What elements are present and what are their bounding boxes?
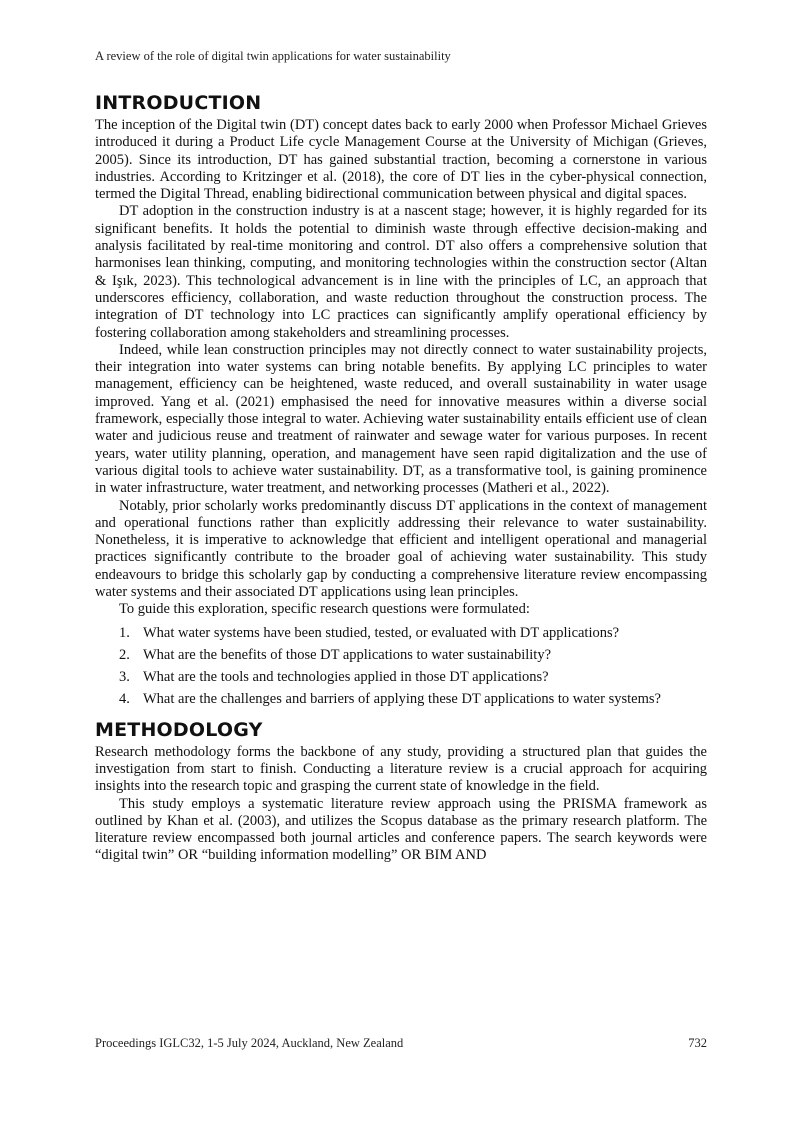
research-question-3 bbox=[95, 666, 707, 688]
introduction-section bbox=[95, 92, 707, 710]
question-text: What are the tools and technologies applied in those DT applications? bbox=[143, 668, 549, 685]
intro-paragraph-3: Indeed, while lean construction principles may not directly connect to water sustainability projects, their integration into water systems can bring notable benefits. By applying LC principles to water management, efficiency can be heightened, waste reduced, and overall sustainability in water usage improved. Yang et al. (2021) emphasised the need for innovative measures within a diverse social framework, especially those integral to water. Achieving water sustainability entails efficient use of clean water and judicious reuse and treatment of rainwater and sewage water for various purposes. In recent years, water utility planning, operation, and management have seen rapid digitalization and the use of various digital tools to achieve water sustainability. DT, as a transformative tool, is gaining prominence in water infrastructure, water treatment, and networking processes (Matheri et al., 2022). bbox=[95, 341, 707, 497]
methodology-section bbox=[95, 719, 707, 865]
introduction-heading: INTRODUCTION bbox=[95, 92, 262, 114]
proceedings-citation: Proceedings IGLC32, 1-5 July 2024, Auckland, New Zealand bbox=[95, 1036, 404, 1050]
question-text: What water systems have been studied, tested, or evaluated with DT applications? bbox=[143, 624, 620, 641]
methodology-paragraph-2: This study employs a systematic literature review approach using the PRISMA framework as outlined by Khan et al. (2003), and utilizes the Scopus database as the primary research platform. The literature review encompassed both journal articles and conference papers. The search keywords were “digital twin” OR “building information modelling” OR BIM AND bbox=[95, 795, 707, 864]
research-question-2 bbox=[95, 644, 707, 666]
question-number: 4. bbox=[119, 690, 130, 707]
question-number: 3. bbox=[119, 668, 130, 685]
intro-paragraph-5: To guide this exploration, specific research questions were formulated: bbox=[119, 601, 530, 618]
page-number: 732 bbox=[688, 1036, 707, 1050]
research-question-4 bbox=[95, 688, 707, 710]
methodology-heading: METHODOLOGY bbox=[95, 718, 263, 741]
question-number: 2. bbox=[119, 646, 130, 663]
running-header: A review of the role of digital twin applications for water sustainability bbox=[95, 49, 451, 63]
question-text: What are the benefits of those DT applications to water sustainability? bbox=[143, 646, 552, 663]
research-questions-list bbox=[95, 622, 707, 710]
research-question-1 bbox=[95, 622, 707, 644]
methodology-paragraph-1: Research methodology forms the backbone of any study, providing a structured plan that guides the investigation from start to finish. Conducting a literature review is a crucial approach for acquiring insights into the research topic and grasping the current state of knowledge in the field. bbox=[95, 743, 707, 795]
question-text: What are the challenges and barriers of applying these DT applications to water systems? bbox=[143, 690, 661, 707]
intro-paragraph-1: The inception of the Digital twin (DT) concept dates back to early 2000 when Professor Michael Grieves introduced it during a Product Life cycle Management Course at the University of Michigan (Grieves, 2005). Since its introduction, DT has gained substantial traction, becoming a cornerstone in various industries. According to Kritzinger et al. (2018), the core of DT lies in the cyber-physical connection, termed the Digital Thread, enabling bidirectional communication between physical and digital spaces. bbox=[95, 117, 707, 203]
page-body bbox=[95, 92, 707, 865]
intro-paragraph-2: DT adoption in the construction industry is at a nascent stage; however, it is highly regarded for its significant benefits. It holds the potential to diminish waste through effective decision-making and analysis facilitated by real-time monitoring and control. DT also offers a comprehensive solution that harmonises lean thinking, computing, and monitoring technologies within the construction sector (Altan & Işık, 2023). This technological advancement is in line with the principles of LC, an approach that underscores efficiency, collaboration, and waste reduction throughout the construction process. The integration of DT technology into LC practices can significantly amplify operational efficiency by fostering collaboration among stakeholders and streamlining processes. bbox=[95, 203, 707, 341]
intro-paragraph-4: Notably, prior scholarly works predominantly discuss DT applications in the context of management and operational functions rather than explicitly addressing their relevance to water sustainability. Nonetheless, it is imperative to acknowledge that efficient and intelligent operational and managerial practices significantly contribute to the broader goal of achieving water sustainability. This study endeavours to bridge this scholarly gap by conducting a comprehensive literature review encompassing water systems and their associated DT applications using lean principles. bbox=[95, 497, 707, 601]
question-number: 1. bbox=[119, 624, 130, 641]
